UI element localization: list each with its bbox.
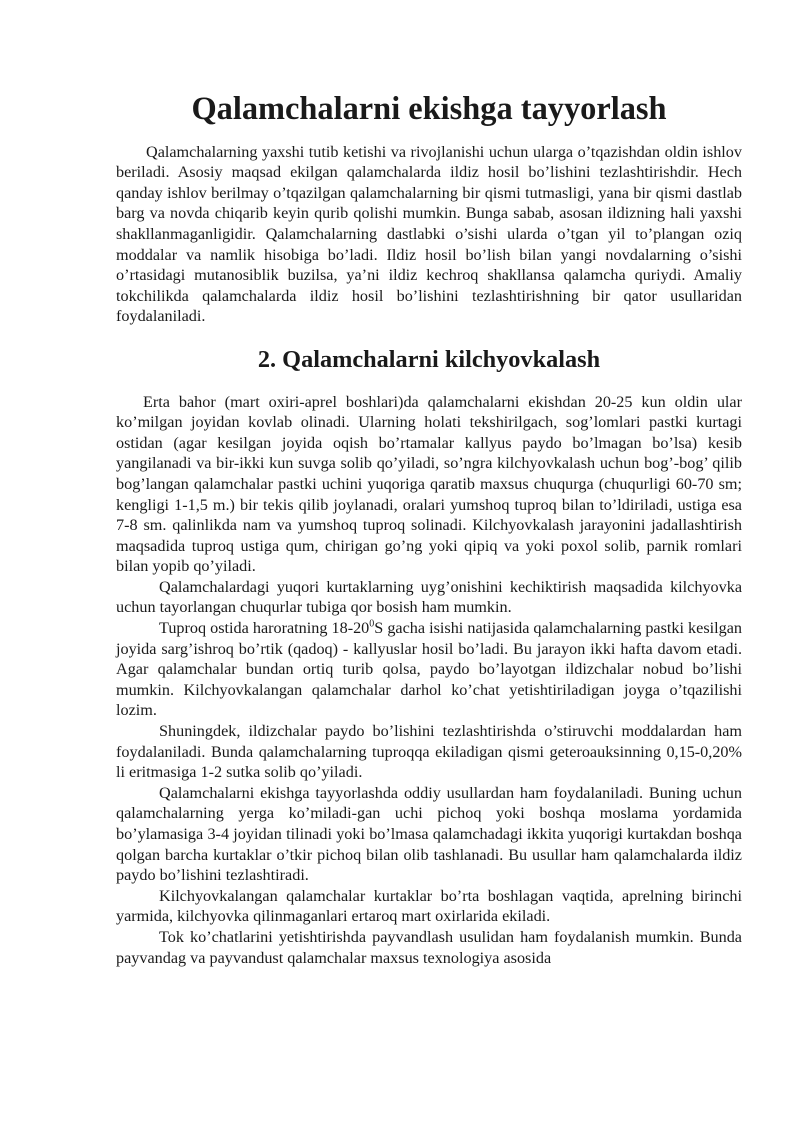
- paragraph-5: Qalamchalarni ekishga tayyorlashda oddiy usullardan ham foydalaniladi. Buning uchun qalamchalarning yerga ko’miladi-gan uchi pichoq yoki boshqa moslama yordamida bo’ylamasiga 3-4 joyidan tilinadi yoki bo’lmasa qalamchadagi ikkita yuqorigi kurtakdan boshqa qolgan barcha kurtaklar o’tkir pichoq bilan olib tashlanadi. Bu usullar ham qalamchalarda ildiz paydo bo’lishini tezlashtiradi.: [116, 783, 742, 885]
- intro-paragraph: Qalamchalarning yaxshi tutib ketishi va rivojlanishi uchun ularga o’tqazishdan oldin ishlov beriladi. Asosiy maqsad ekilgan qalamchalarda ildiz hosil bo’lishini tezlashtirishdir. Hech qanday ishlov berilmay o’tqazilgan qalamchalarning bir qismi tutmasligi, yana bir qismi dastlab barg va novda chiqarib keyin qurib qolishi mumkin. Bunga sabab, asosan ildizning hali yaxshi shakllanmaganligidir. Qalamchalarning dastlabki o’sishi ularda o’tgan yil to’plangan oziq moddalar va namlik hisobiga bo’ladi. Ildiz hosil bo’lish bilan yangi novdalarning o’sishi o’rtasidagi mutanosiblik buzilsa, ya’ni ildiz kechroq shakllansa qalamcha quriydi. Amaliy tokchilikda qalamchalarda ildiz hosil bo’lishini tezlashtirishning bir qator usullaridan foydalaniladi.: [116, 142, 742, 326]
- paragraph-1: Erta bahor (mart oxiri-aprel boshlari)da qalamchalarni ekishdan 20-25 kun oldin ular ko’milgan joyidan kovlab olinadi. Ularning holati tekshirilgach, sog’lomlari pastki kurtagi ostidan (agar kesilgan joyida oqish bo’rtamalar kallyus paydo bo’lmagan bo’lsa) kesib yangilanadi va bir-ikki kun suvga solib qo’yiladi, so’ngra kilchyovkalash uchun bog’-bog’ qilib bog’langan qalamchalar pastki uchini yuqoriga qaratib maxsus chuqurga (chuqurligi 60-70 sm; kengligi 1-1,5 m.) bir tekis qilib joylanadi, oralari yumshoq tuproq bilan to’ldiriladi, ustiga esa 7-8 sm. qalinlikda nam va yumshoq tuproq solinadi. Kilchyovkalash jarayonini jadallashtirish maqsadida tuproq ustiga qum, chirigan go’ng yoki qipiq va yoki poxol solib, parnik romlari bilan yopib qo’yiladi.: [116, 392, 742, 576]
- temperature-text-after: S gacha isishi natijasida qalamchalarning pastki kesilgan joyida sarg’ishroq bo’rtik (qadoq) - kallyuslar hosil bo’ladi. Bu jarayon ikki hafta davom etadi. Agar qalamchalar bundan ortiq turib qolsa, paydo bo’layotgan ildizchalar nobud bo’lishi mumkin. Kilchyovkalangan qalamchalar darhol ko’chat yetishtiriladigan joyga o’tqazilishi lozim.: [116, 619, 743, 720]
- paragraph-2: Qalamchalardagi yuqori kurtaklarning uyg’onishini kechiktirish maqsadida kilchyovka uchun tayorlangan chuqurlar tubiga qor bosish ham mumkin.: [116, 577, 742, 617]
- paragraph-4: Shuningdek, ildizchalar paydo bo’lishini tezlashtirishda o’stiruvchi moddalardan ham foydalaniladi. Bunda qalamchalarning tuproqqa ekiladigan qismi geteroauksinning 0,15-0,20% li eritmasiga 1-2 sutka solib qo’yiladi.: [116, 722, 742, 782]
- paragraph-7: Tok ko’chatlarini yetishtirishda payvandlash usulidan ham foydalanish mumkin. Bunda payvandag va payvandust qalamchalar maxsus texnologiya asosida: [116, 927, 742, 967]
- temperature-text-before: Tuproq ostida haroratning 18-20: [159, 619, 370, 638]
- degree-superscript: 0: [369, 618, 375, 630]
- paragraph-6: Kilchyovkalangan qalamchalar kurtaklar bo’rta boshlagan vaqtida, aprelning birinchi yarmida, kilchyovka qilinmaganlari ertaroq mart oxirlarida ekiladi.: [116, 886, 742, 926]
- document-page: [116, 93, 742, 968]
- paragraph-temperature: [116, 618, 742, 721]
- document-title: Qalamchalarni ekishga tayyorlash: [191, 91, 667, 127]
- section-heading: 2. Qalamchalarni kilchyovkalash: [257, 345, 601, 373]
